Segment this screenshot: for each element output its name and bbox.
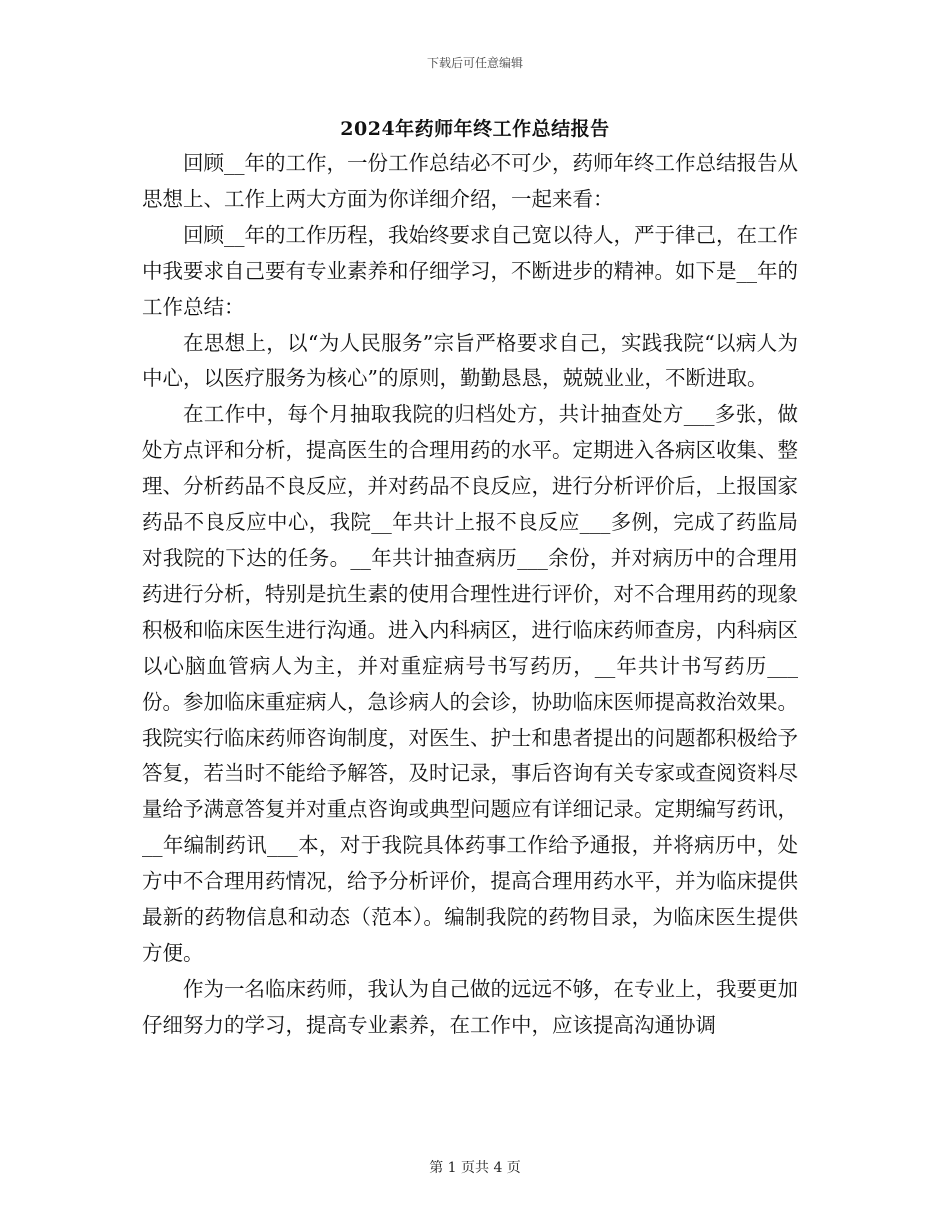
- paragraph-intro: 回顾__年的工作，一份工作总结必不可少，药师年终工作总结报告从思想上、工作上两大方面为你详细介绍，一起来看：: [142, 151, 798, 211]
- paragraph-thought: 在思想上，以“为人民服务”宗旨严格要求自己，实践我院“以病人为中心，以医疗服务为核心”的原则，勤勤恳恳，兢兢业业，不断进取。: [142, 330, 798, 391]
- paragraph-reflection: 作为一名临床药师，我认为自己做的远远不够，在专业上，我要更加仔细努力的学习，提高专业素养，在工作中，应该提高沟通协调: [142, 976, 798, 1037]
- page-header-note: 下载后可任意编辑: [426, 56, 523, 70]
- page-number: 第 1 页共 4 页: [429, 1160, 521, 1176]
- document-body: [142, 146, 798, 1044]
- document-title: 2024年药师年终工作总结报告: [340, 118, 610, 140]
- paragraph-work: 在工作中，每个月抽取我院的归档处方，共计抽查处方___多张，做处方点评和分析，提高医生的合理用药的水平。定期进入各病区收集、整理、分析药品不良反应，并对药品不良反应，进行分析评价后，上报国家药品不良反应中心，我院__年共计上报不良反应___多例，完成了药监局对我院的下达的任务。__年共计抽查病历___余份，并对病历中的合理用药进行分析，特别是抗生素的使用合理性进行评价，对不合理用药的现象积极和临床医生进行沟通。进入内科病区，进行临床药师查房，内科病区以心脑血管病人为主，并对重症病号书写药历，__年共计书写药历___份。参加临床重症病人，急诊病人的会诊，协助临床医师提高救治效果。我院实行临床药师咨询制度，对医生、护士和患者提出的问题都积极给予答复，若当时不能给予解答，及时记录，事后咨询有关专家或查阅资料尽量给予满意答复并对重点咨询或典型问题应有详细记录。定期编写药讯，__年编制药讯___本，对于我院具体药事工作给予通报，并将病历中，处方中不合理用药情况，给予分析评价，提高合理用药水平，并为临床提供最新的药物信息和动态（范本）。编制我院的药物目录，为临床医生提供方便。: [142, 402, 798, 965]
- paragraph-review: 回顾__年的工作历程，我始终要求自己宽以待人，严于律己，在工作中我要求自己要有专业素养和仔细学习，不断进步的精神。如下是__年的工作总结：: [142, 222, 798, 319]
